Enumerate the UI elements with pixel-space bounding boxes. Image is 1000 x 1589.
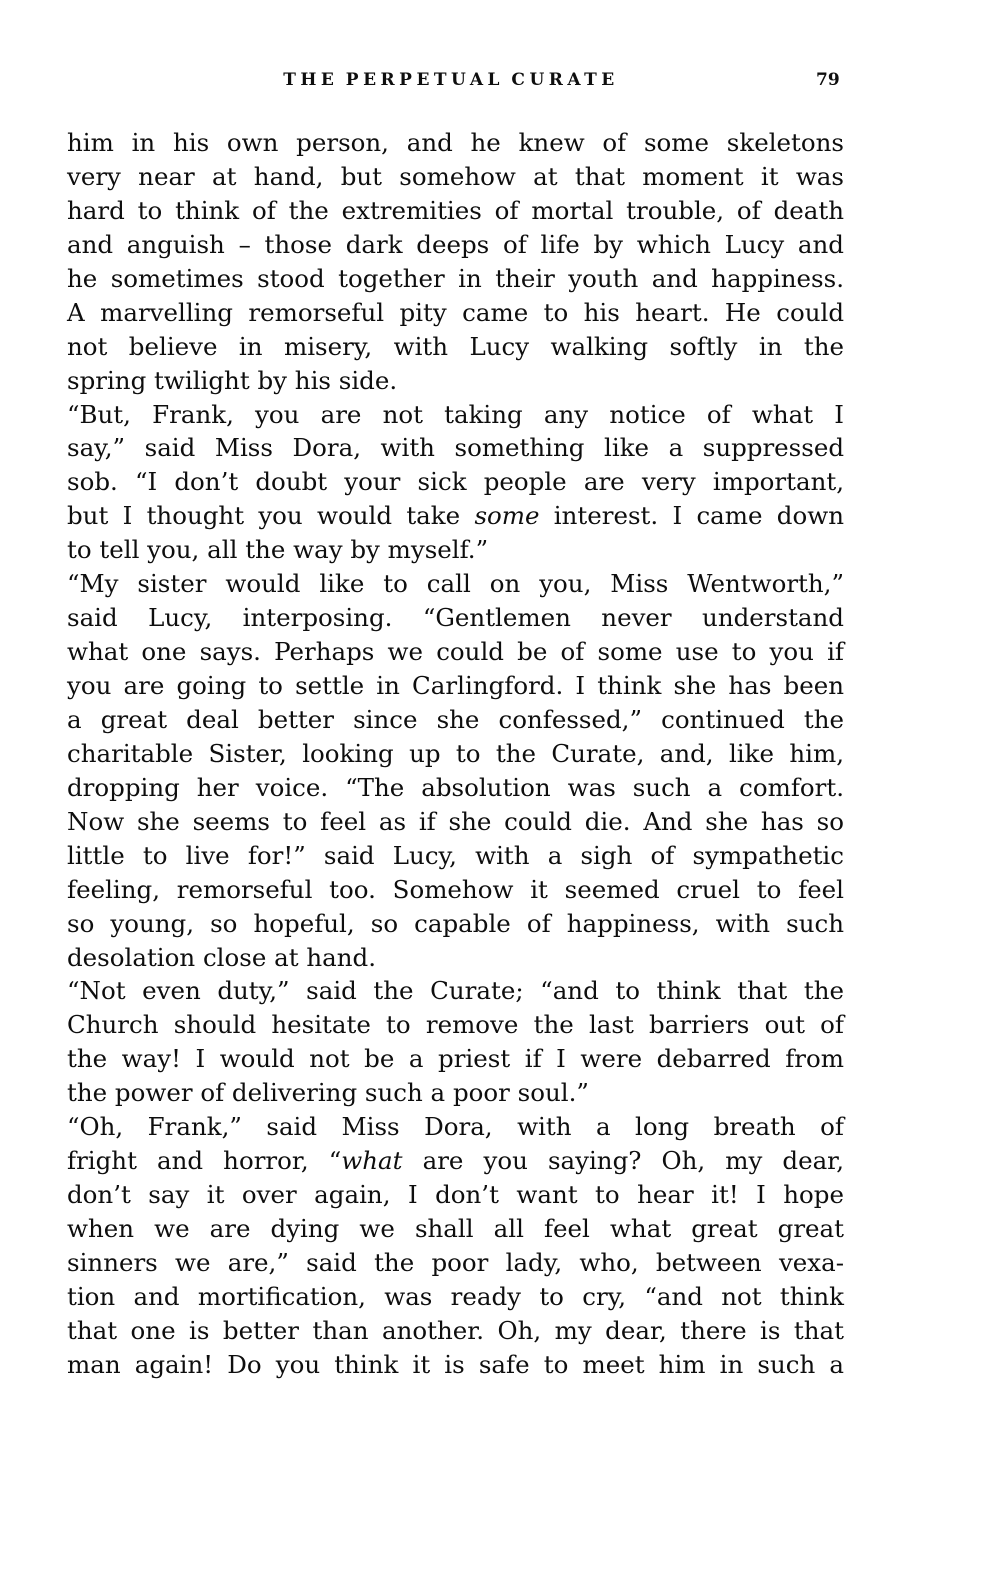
text-line: Church should hesitate to remove the last barriers out of: [67, 1010, 844, 1040]
text-line: so young, so hopeful, so capable of happiness, with such: [67, 908, 844, 938]
text-line: feeling, remorseful too. Somehow it seemed cruel to feel: [67, 874, 844, 904]
text-line: him in his own person, and he knew of some skeletons: [67, 128, 844, 157]
paragraph: [67, 974, 844, 1110]
text-line: that one is better than another. Oh, my dear, there is that: [67, 1315, 844, 1345]
text-line: tion and mortification, was ready to cry, “and not think: [67, 1281, 844, 1311]
text-line: you are going to settle in Carlingford. I think she has been: [67, 671, 844, 700]
text-run: fright and horror, “: [67, 1146, 342, 1176]
page-number: 79: [816, 70, 840, 90]
text-line: what one says. Perhaps we could be of some use to you if: [67, 637, 844, 667]
text-line: and anguish – those dark deeps of life by which Lucy and: [67, 229, 844, 259]
text-line: sob. “I don’t doubt your sick people are very important,: [67, 467, 844, 497]
paragraph: [67, 1110, 844, 1382]
text-line: Now she seems to feel as if she could die. And she has so: [67, 806, 844, 836]
text-run: interest. I came down: [539, 501, 844, 531]
text-line: “My sister would like to call on you, Miss Wentworth,”: [67, 569, 844, 599]
text-line: said Lucy, interposing. “Gentlemen never understand: [67, 603, 844, 633]
text-line: very near at hand, but somehow at that moment it was: [67, 161, 844, 191]
text-line: desolation close at hand.: [67, 942, 376, 972]
italic-emphasis: what: [341, 1146, 403, 1176]
text-line: hard to think of the extremities of mortal trouble, of death: [67, 195, 844, 225]
text-line: “But, Frank, you are not taking any notice of what I: [67, 399, 844, 429]
text-line: the way! I would not be a priest if I were debarred from: [67, 1044, 844, 1074]
text-line: little to live for!” said Lucy, with a sigh of sympathetic: [67, 840, 844, 870]
text-line: don’t say it over again, I don’t want to hear it! I hope: [67, 1180, 844, 1210]
text-line: dropping her voice. “The absolution was such a comfort.: [67, 772, 844, 802]
text-line: “Oh, Frank,” said Miss Dora, with a long breath of: [67, 1112, 844, 1142]
text-line: A marvelling remorseful pity came to his heart. He could: [67, 297, 844, 327]
text-line: sinners we are,” said the poor lady, who, between vexa-: [67, 1247, 844, 1277]
text-line: spring twilight by his side.: [67, 365, 398, 395]
text-line: not believe in misery, with Lucy walking softly in the: [67, 331, 844, 361]
italic-emphasis: some: [474, 501, 540, 531]
text-line: [67, 499, 844, 533]
text-line: “Not even duty,” said the Curate; “and to think that the: [67, 976, 844, 1006]
text-line: charitable Sister, looking up to the Curate, and, like him,: [67, 738, 844, 768]
text-line: when we are dying we shall all feel what great great: [67, 1214, 844, 1243]
text-run: are you saying? Oh, my dear,: [402, 1146, 844, 1176]
paragraph: [67, 398, 844, 568]
paragraph: [67, 567, 844, 974]
page-body: [67, 126, 844, 1382]
text-line: say,” said Miss Dora, with something like a suppressed: [67, 433, 844, 463]
text-line: [67, 1144, 844, 1178]
paragraph: [67, 126, 844, 398]
running-head: THE PERPETUAL CURATE: [283, 70, 619, 90]
text-line: the power of delivering such a poor soul.”: [67, 1078, 589, 1108]
text-line: man again! Do you think it is safe to meet him in such a: [67, 1349, 844, 1379]
text-run: but I thought you would take: [67, 501, 475, 531]
text-line: a great deal better since she confessed,” continued the: [67, 704, 844, 734]
text-line: to tell you, all the way by myself.”: [67, 535, 489, 565]
text-line: he sometimes stood together in their youth and happiness.: [67, 263, 844, 293]
